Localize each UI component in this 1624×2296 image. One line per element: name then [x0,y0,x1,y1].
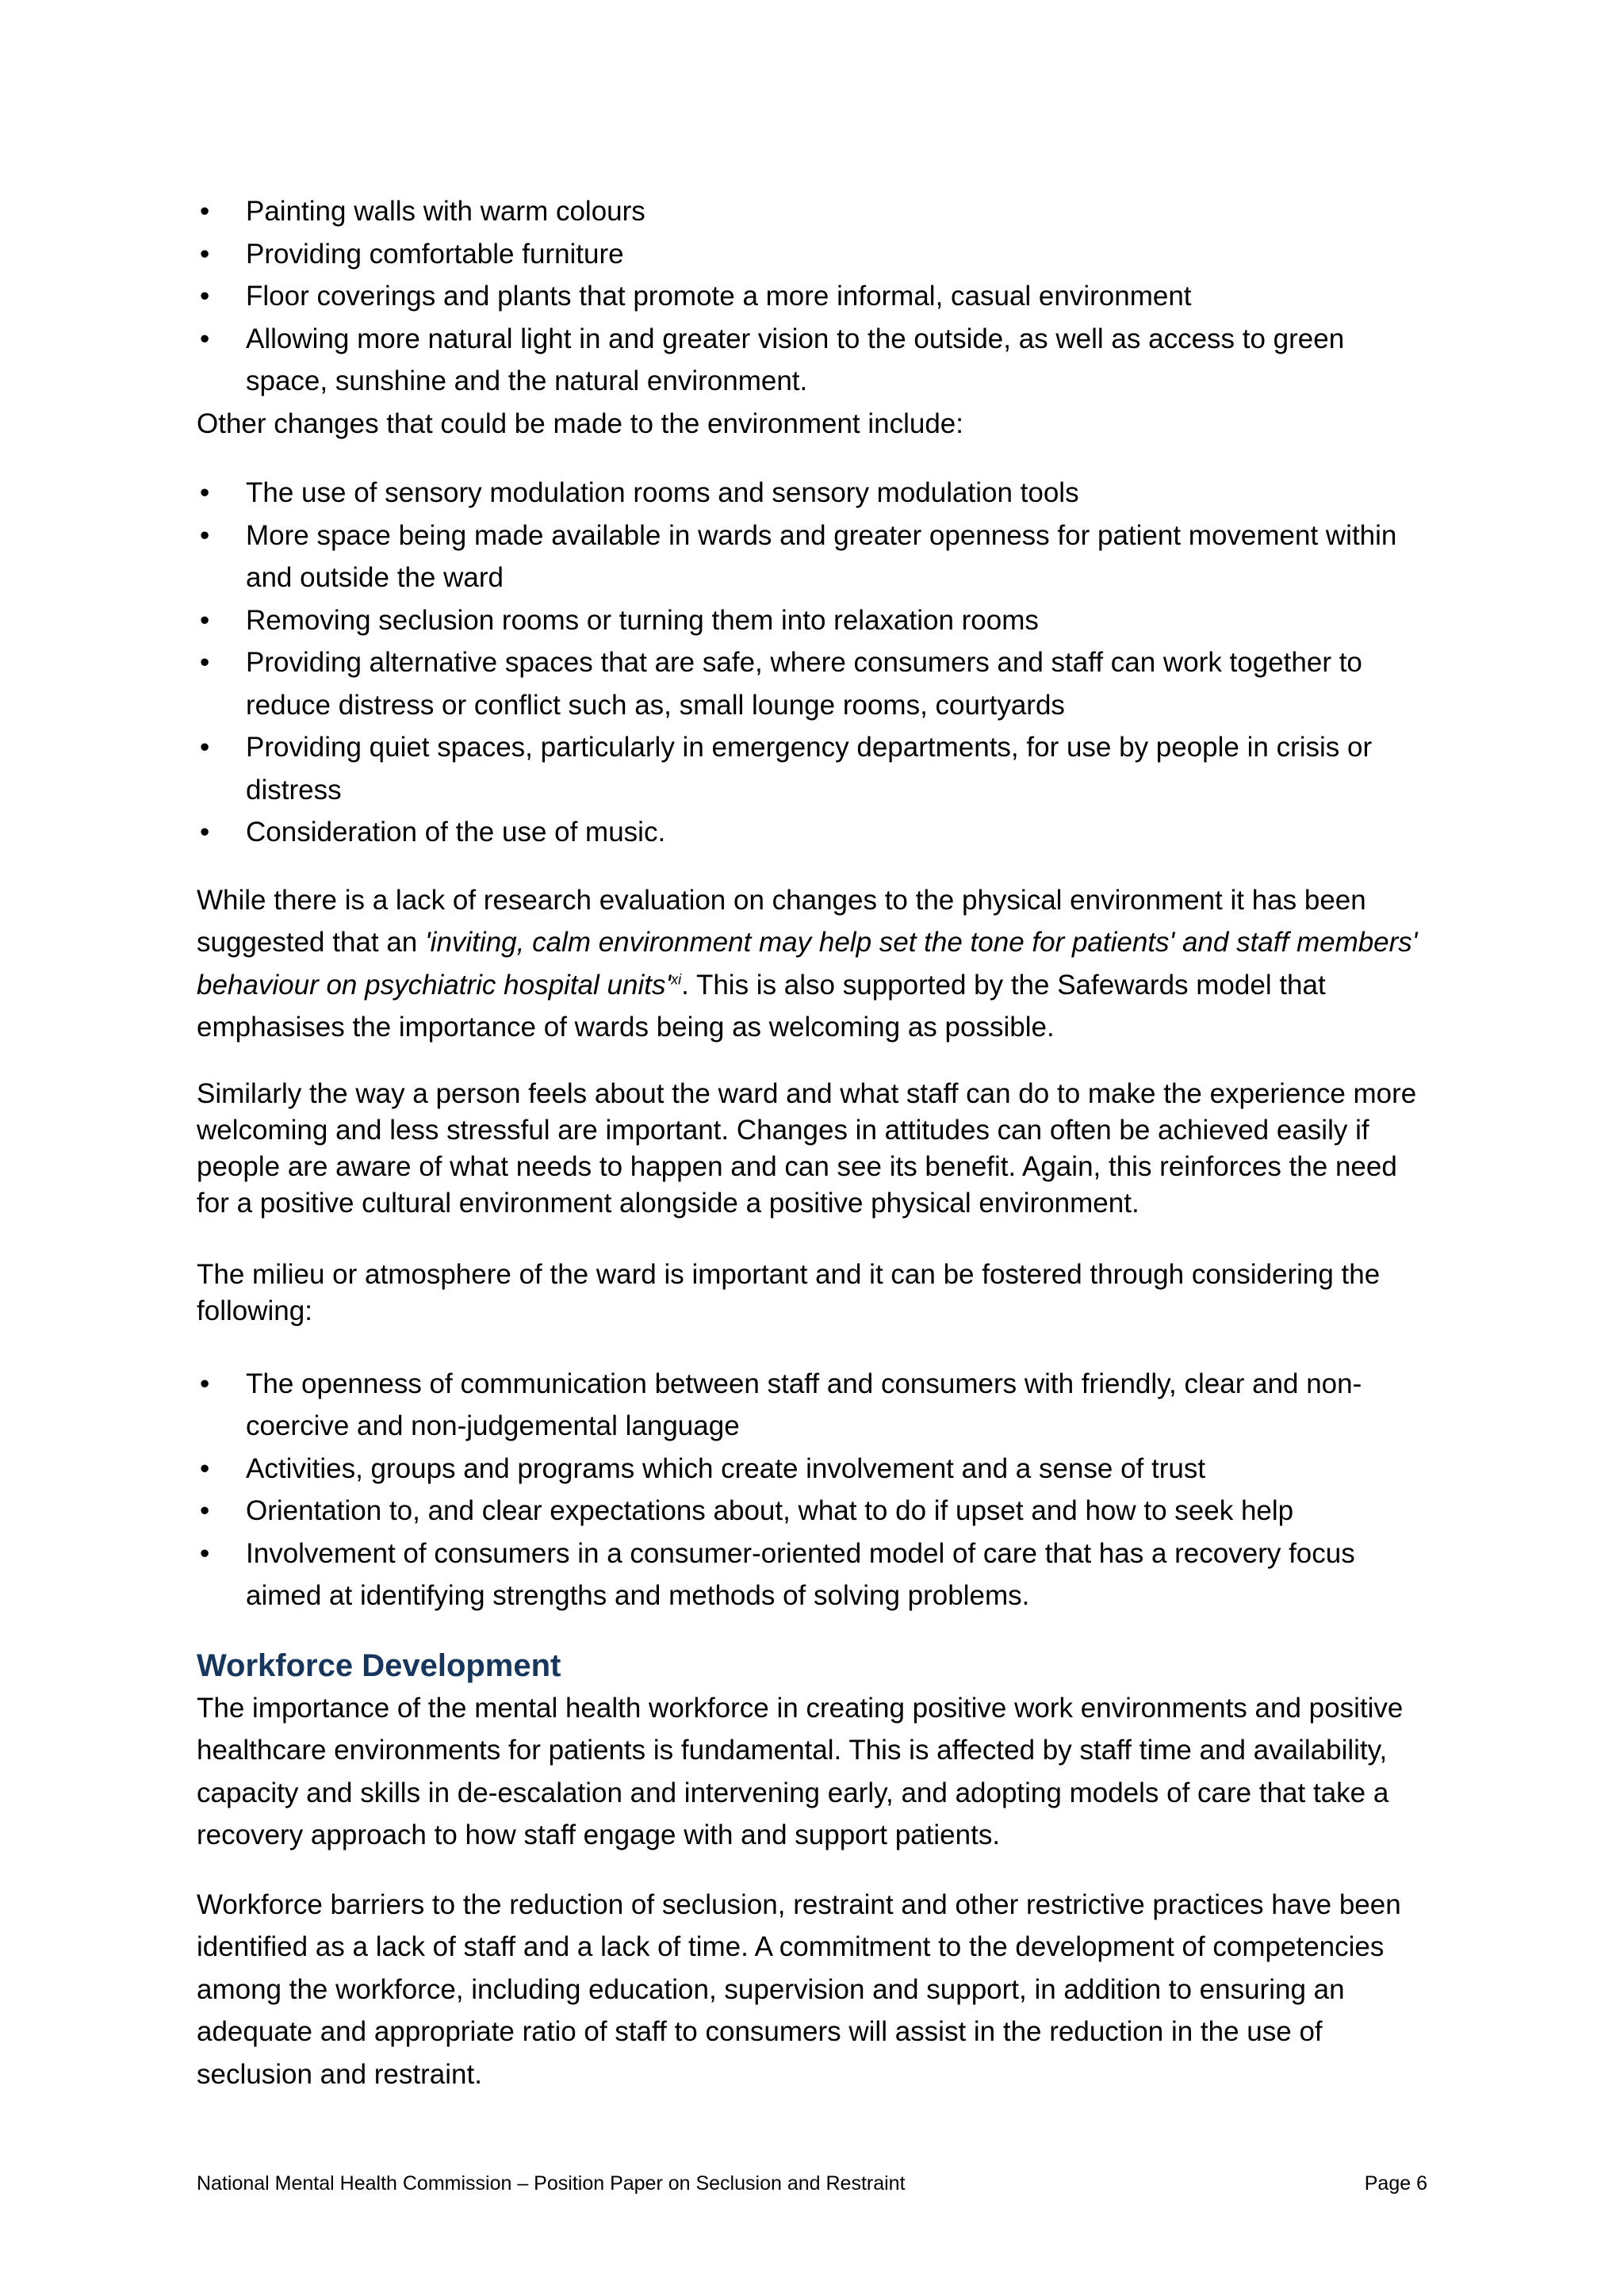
workforce-paragraph-2: Workforce barriers to the reduction of seclusion, restraint and other restrictive practices have been identified as a lack of staff and a lack of time. A commitment to the development of competencies among the workforce, including education, supervision and support, in addition to ensuring an adequate and appropriate ratio of staff to consumers will assist in the reduction in the use of seclusion and restraint. [197,1888,1401,2090]
similarly-paragraph: Similarly the way a person feels about the ward and what staff can do to make the experience more welcoming and less stressful are important. Changes in attitudes can often be achieved easily if people are aware of what needs to happen and can see its benefit. Again, this reinforces the need for a positive cultural environment alongside a positive physical environment. [197,1077,1417,1219]
list-item: • Consideration of the use of music. [197,811,1434,854]
page-footer [197,2172,1427,2195]
environment-list [197,190,1434,403]
list-item: • Involvement of consumers in a consumer-oriented model of care that has a recovery focus aimed at identifying strengths and methods of solving problems. [197,1533,1434,1617]
other-changes-list [197,472,1434,854]
list-item: • Orientation to, and clear expectations about, what to do if upset and how to seek help [197,1490,1434,1533]
milieu-paragraph: The milieu or atmosphere of the ward is important and it can be fostered through considering the following: [197,1258,1381,1326]
other-changes-paragraph: Other changes that could be made to the environment include: [197,408,963,439]
research-paragraph [197,879,1434,1049]
list-item: • Providing comfortable furniture [197,233,1434,276]
milieu-list [197,1363,1434,1617]
section-heading: Workforce Development [197,1647,561,1683]
list-item: • More space being made available in wards and greater openness for patient movement within and outside the ward [197,515,1434,599]
footer-title: National Mental Health Commission – Position Paper on Seclusion and Restraint [197,2172,906,2195]
research-quote: 'inviting, calm environment may help set the tone for patients' and staff members' behaviour on psychiatric hospital units' [197,927,1418,1001]
list-item: • Painting walls with warm colours [197,190,1434,233]
list-item: • Activities, groups and programs which create involvement and a sense of trust [197,1448,1434,1490]
list-item: • Providing alternative spaces that are safe, where consumers and staff can work together to reduce distress or conflict such as, small lounge rooms, courtyards [197,641,1434,726]
list-item: • The openness of communication between staff and consumers with friendly, clear and non-coercive and non-judgemental language [197,1363,1434,1448]
list-item: • Providing quiet spaces, particularly in emergency departments, for use by people in crisis or distress [197,726,1434,811]
footnote-ref: xi [671,970,682,987]
list-item: • Removing seclusion rooms or turning them into relaxation rooms [197,599,1434,642]
list-item: • Floor coverings and plants that promote a more informal, casual environment [197,275,1434,318]
research-tail: . This is also supported by the Safewards model that emphasises the importance of wards being as welcoming as possible. [197,969,1326,1043]
list-item: • The use of sensory modulation rooms and sensory modulation tools [197,472,1434,515]
page-number: Page 6 [1364,2172,1427,2195]
workforce-paragraph-1: The importance of the mental health workforce in creating positive work environments and positive healthcare environments for patients is fundamental. This is affected by staff time and availability, capacity and skills in de-escalation and intervening early, and adopting models of care that take a recovery approach to how staff engage with and support patients. [197,1692,1404,1850]
page-body [197,190,1434,2095]
research-lead: While there is a lack of research evaluation on changes to the physical environment it has been suggested that an [197,884,1366,958]
list-item: • Allowing more natural light in and greater vision to the outside, as well as access to green space, sunshine and the natural environment. [197,318,1434,403]
